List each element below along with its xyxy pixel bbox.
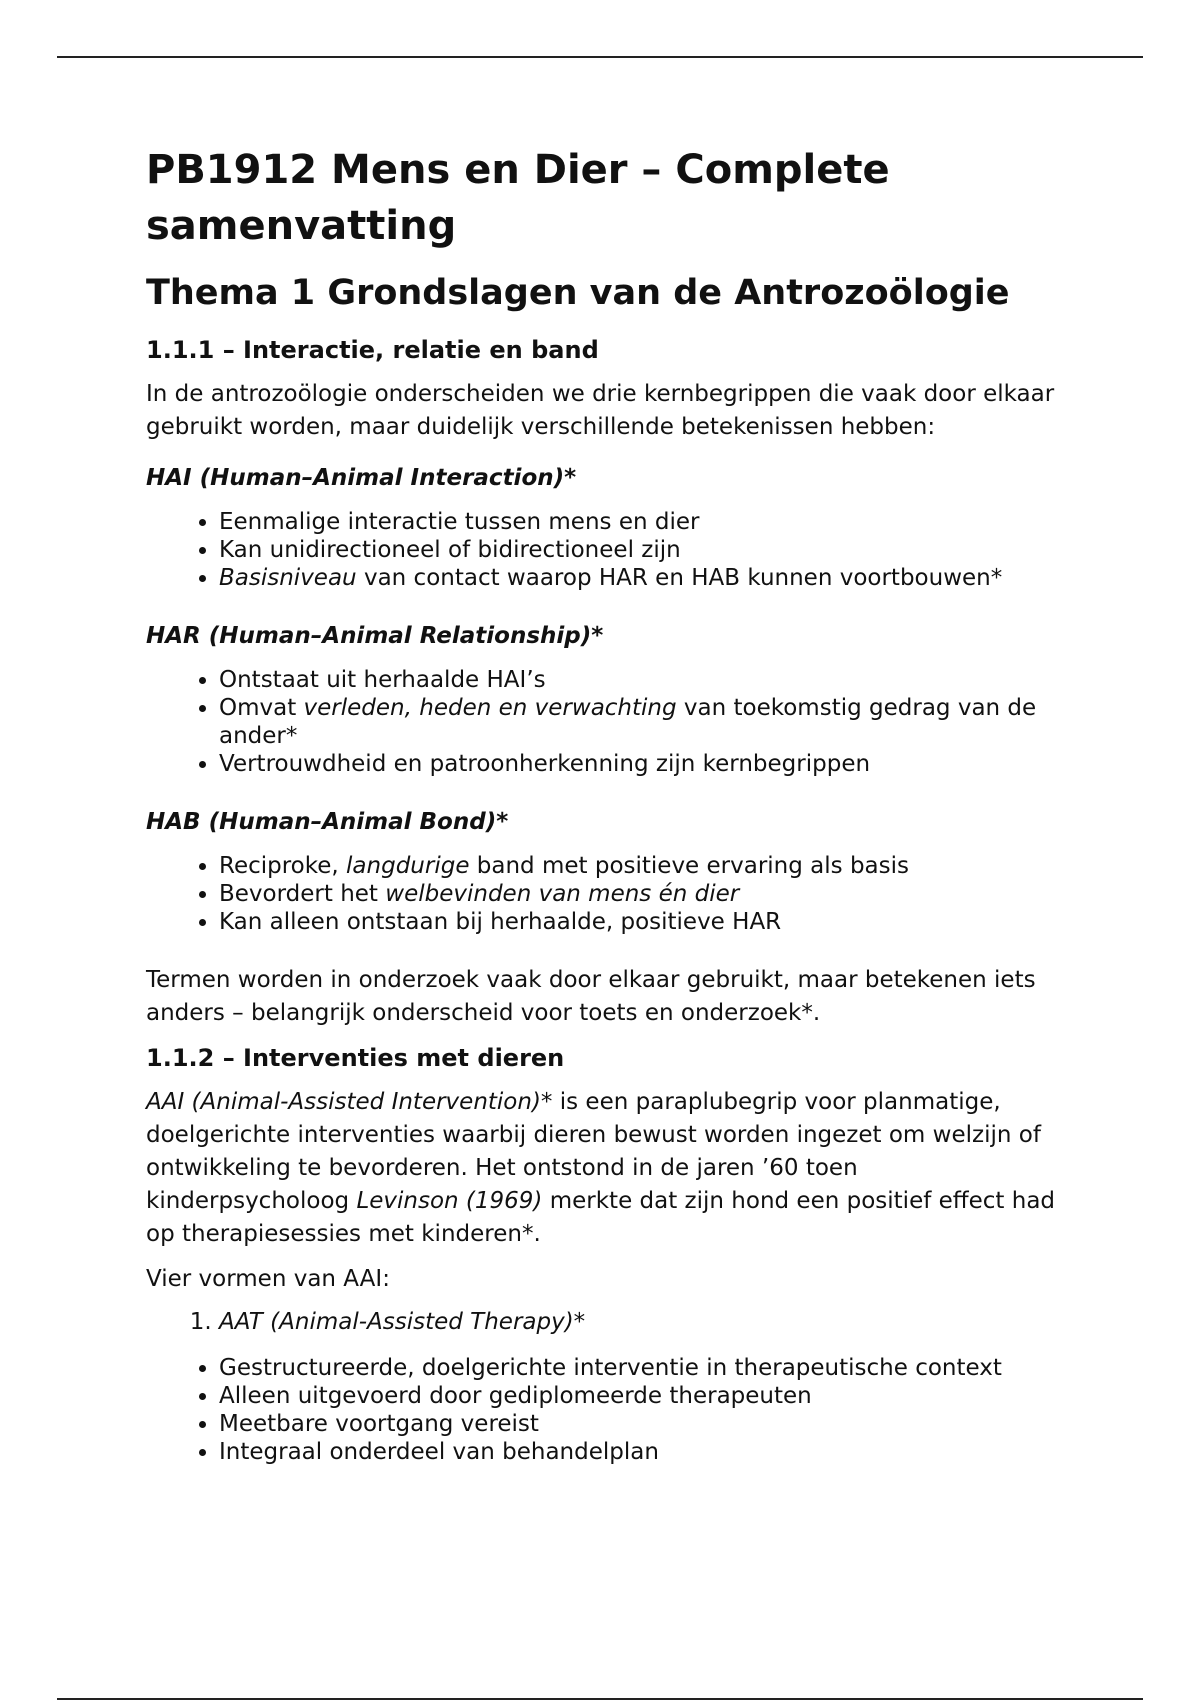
list-item: • Meetbare voortgang vereist	[219, 1410, 1066, 1438]
har-list	[146, 666, 1066, 778]
theme-heading: Thema 1 Grondslagen van de Antrozoölogie	[146, 273, 1010, 313]
hai-list	[146, 508, 1066, 592]
header-rule	[57, 56, 1143, 58]
list-item: • Gestructureerde, doelgerichte interventie in therapeutische context	[219, 1354, 1066, 1382]
aai-forms-list	[146, 1308, 1066, 1336]
aai-paragraph: AAI (Animal-Assisted Intervention)* is een paraplubegrip voor planmatige, doelgerichte interventies waarbij dieren bewust worden ingezet om welzijn of ontwikkeling te bevorderen. Het ontstond in de jaren ’60 toen kinderpsycholoog Levinson (1969) merkte dat zijn hond een positief effect had op therapiesessies met kinderen*.	[146, 1089, 1056, 1247]
hab-list	[146, 852, 1066, 936]
document-body	[146, 142, 1066, 1494]
list-item: • Kan alleen ontstaan bij herhaalde, positieve HAR	[219, 908, 1066, 936]
section-heading-1-1-1: 1.1.1 – Interactie, relatie en band	[146, 336, 599, 364]
list-item: • Kan unidirectioneel of bidirectioneel zijn	[219, 536, 1066, 564]
hai-heading: HAI (Human–Animal Interaction)*	[146, 465, 577, 491]
forms-intro: Vier vormen van AAI:	[146, 1266, 390, 1292]
list-item: • Ontstaat uit herhaalde HAI’s	[219, 666, 1066, 694]
list-item: • Eenmalige interactie tussen mens en dier	[219, 508, 1066, 536]
har-heading: HAR (Human–Animal Relationship)*	[146, 623, 604, 649]
intro-paragraph: In de antrozoölogie onderscheiden we drie kernbegrippen die vaak door elkaar gebruikt worden, maar duidelijk verschillende betekenissen hebben:	[146, 381, 1055, 440]
section-heading-1-1-2: 1.1.2 – Interventies met dieren	[146, 1044, 565, 1072]
list-item: • Bevordert het welbevinden van mens én dier	[219, 880, 1066, 908]
list-item: • Basisniveau van contact waarop HAR en HAB kunnen voortbouwen*	[219, 564, 1066, 592]
list-item: • Vertrouwdheid en patroonherkenning zijn kernbegrippen	[219, 750, 1066, 778]
aat-list	[146, 1354, 1066, 1466]
list-item: • Reciproke, langdurige band met positieve ervaring als basis	[219, 852, 1066, 880]
closing-paragraph: Termen worden in onderzoek vaak door elkaar gebruikt, maar betekenen iets anders – belangrijk onderscheid voor toets en onderzoek*.	[146, 967, 1036, 1026]
list-item: • Omvat verleden, heden en verwachting van toekomstig gedrag van de ander*	[219, 694, 1066, 750]
list-item: 1. AAT (Animal-Assisted Therapy)*	[219, 1308, 1066, 1336]
list-item: • Integraal onderdeel van behandelplan	[219, 1438, 1066, 1466]
document-title: PB1912 Mens en Dier – Complete samenvatting	[146, 147, 890, 249]
list-item: • Alleen uitgevoerd door gediplomeerde therapeuten	[219, 1382, 1066, 1410]
hab-heading: HAB (Human–Animal Bond)*	[146, 809, 509, 835]
